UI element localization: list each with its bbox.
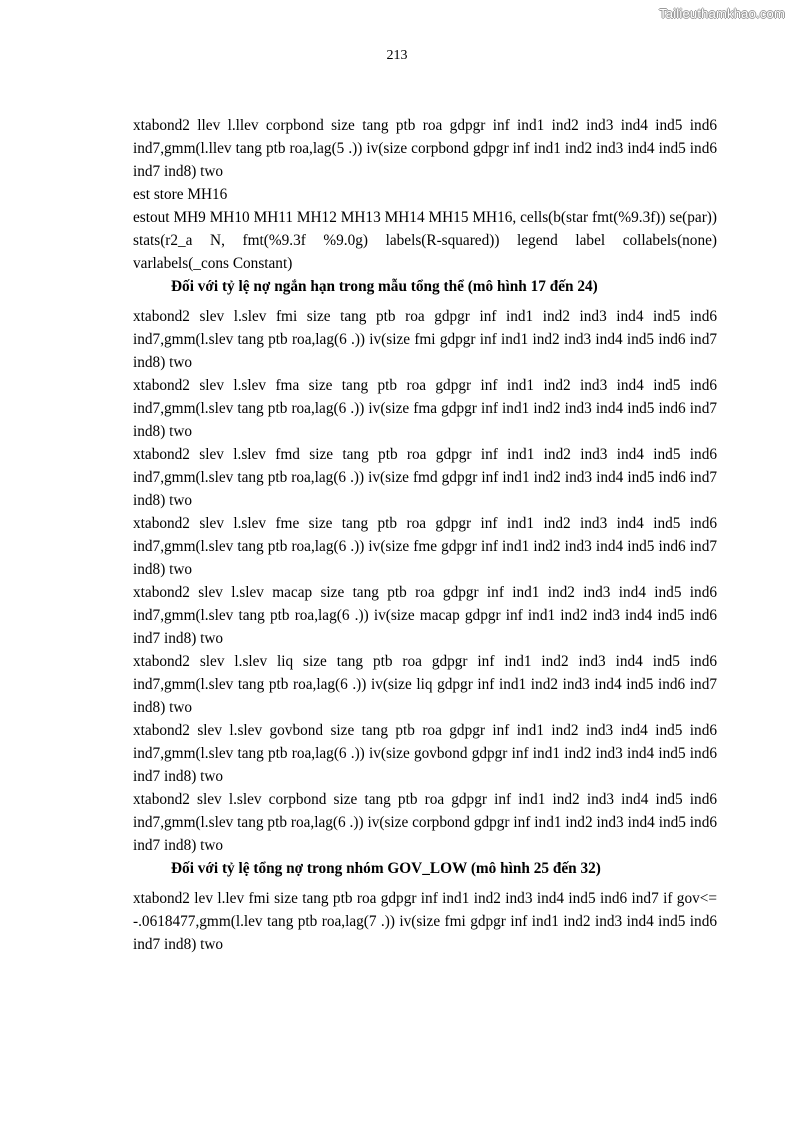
code-paragraph-9: xtabond2 slev l.slev liq size tang ptb roa gdpgr inf ind1 ind2 ind3 ind4 ind5 ind6 ind7,gmm(l.slev tang ptb roa,lag(6 .)) iv(size liq gdpgr inf ind1 ind2 ind3 ind4 ind5 ind6 ind7 ind8) two [133,653,717,716]
page-number: 213 [386,48,408,63]
code-paragraph-10: xtabond2 slev l.slev govbond size tang ptb roa gdpgr inf ind1 ind2 ind3 ind4 ind5 ind6 ind7,gmm(l.slev tang ptb roa,lag(6 .)) iv(size govbond gdpgr inf ind1 ind2 ind3 ind4 ind5 ind6 ind7 ind8) two [133,722,717,785]
code-paragraph-6: xtabond2 slev l.slev fmd size tang ptb roa gdpgr inf ind1 ind2 ind3 ind4 ind5 ind6 ind7,gmm(l.slev tang ptb roa,lag(6 .)) iv(size fmd gdpgr inf ind1 ind2 ind3 ind4 ind5 ind6 ind7 ind8) two [133,446,717,509]
code-paragraph-8: xtabond2 slev l.slev macap size tang ptb roa gdpgr inf ind1 ind2 ind3 ind4 ind5 ind6 ind7,gmm(l.slev tang ptb roa,lag(6 .)) iv(size macap gdpgr inf ind1 ind2 ind3 ind4 ind5 ind6 ind7 ind8) two [133,584,717,647]
code-paragraph-5: xtabond2 slev l.slev fma size tang ptb roa gdpgr inf ind1 ind2 ind3 ind4 ind5 ind6 ind7,gmm(l.slev tang ptb roa,lag(6 .)) iv(size fma gdpgr inf ind1 ind2 ind3 ind4 ind5 ind6 ind7 ind8) two [133,377,717,440]
code-paragraph-4: xtabond2 slev l.slev fmi size tang ptb roa gdpgr inf ind1 ind2 ind3 ind4 ind5 ind6 ind7,gmm(l.slev tang ptb roa,lag(6 .)) iv(size fmi gdpgr inf ind1 ind2 ind3 ind4 ind5 ind6 ind7 ind8) two [133,308,717,371]
code-paragraph-12: xtabond2 lev l.lev fmi size tang ptb roa gdpgr inf ind1 ind2 ind3 ind4 ind5 ind6 ind7 if gov<= -.0618477,gmm(l.lev tang ptb roa,lag(7 .)) iv(size fmi gdpgr inf ind1 ind2 ind3 ind4 ind5 ind6 ind7 ind8) two [133,890,717,953]
code-paragraph-3: estout MH9 MH10 MH11 MH12 MH13 MH14 MH15 MH16, cells(b(star fmt(%9.3f)) se(par)) stats(r2_a N, fmt(%9.3f %9.0g) labels(R-squared)) legend label collabels(none) varlabels(_cons Constant) [133,209,717,272]
code-paragraph-7: xtabond2 slev l.slev fme size tang ptb roa gdpgr inf ind1 ind2 ind3 ind4 ind5 ind6 ind7,gmm(l.slev tang ptb roa,lag(6 .)) iv(size fme gdpgr inf ind1 ind2 ind3 ind4 ind5 ind6 ind7 ind8) two [133,515,717,578]
section-heading-short-term-debt: Đối với tỷ lệ nợ ngắn hạn trong mẫu tổng thể (mô hình 17 đến 24) [171,278,598,295]
code-paragraph-2: est store MH16 [133,186,228,203]
section-heading-gov-low: Đối với tỷ lệ tổng nợ trong nhóm GOV_LOW (mô hình 25 đến 32) [171,860,601,877]
code-paragraph-11: xtabond2 slev l.slev corpbond size tang ptb roa gdpgr inf ind1 ind2 ind3 ind4 ind5 ind6 ind7,gmm(l.slev tang ptb roa,lag(6 .)) iv(size corpbond gdpgr inf ind1 ind2 ind3 ind4 ind5 ind6 ind7 ind8) two [133,791,717,854]
document-body [133,114,717,956]
watermark: Tailieuthamkhao.com [659,6,785,21]
code-paragraph-1: xtabond2 llev l.llev corpbond size tang ptb roa gdpgr inf ind1 ind2 ind3 ind4 ind5 ind6 ind7,gmm(l.llev tang ptb roa,lag(5 .)) iv(size corpbond gdpgr inf ind1 ind2 ind3 ind4 ind5 ind6 ind7 ind8) two [133,117,717,180]
